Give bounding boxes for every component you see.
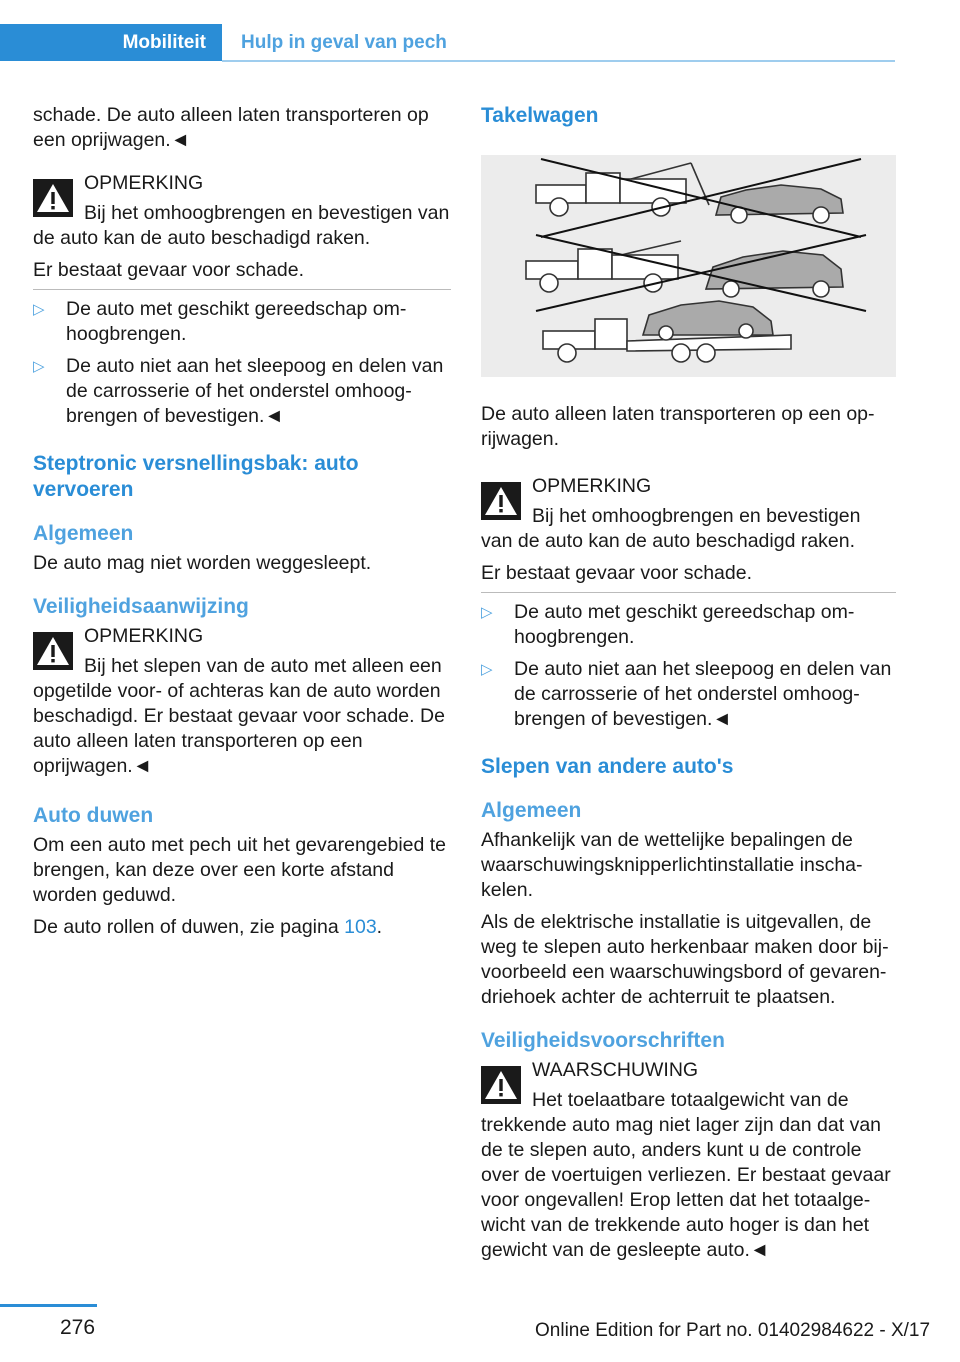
tab-hulp-in-geval-van-pech[interactable]: Hulp in geval van pech [241, 32, 447, 53]
page-link-103[interactable]: 103 [344, 916, 377, 938]
warning-triangle-icon [481, 482, 521, 520]
notice-body: Bij het omhoogbrengen en bevestigen van de auto kan de auto beschadigd raken. [481, 505, 861, 552]
bullet-triangle-icon: ▷ [481, 604, 493, 621]
danger-text: Er bestaat gevaar voor schade. [481, 562, 752, 584]
algemeen-paragraph-1: Afhankelijk van de wettelijke bepalingen de waarschuwingsknipperlichtinstallatie inschakelen. [481, 829, 863, 901]
list-item-text: De auto niet aan het sleepoog en delen van de carrosserie of het onderstel omhoogbrengen of bevestigen.◄ [514, 658, 892, 730]
notice-title: OPMERKING [84, 172, 204, 194]
notice-title: OPMERKING [532, 475, 652, 497]
list-item-text: De auto met geschikt gereedschap omhoogbrengen. [514, 601, 855, 648]
footer-accent-line [0, 1304, 97, 1307]
rollen-paragraph [33, 915, 451, 940]
subheading-algemeen: Algemeen [481, 799, 582, 822]
warning-block [481, 1058, 896, 1263]
notice-body: Bij het slepen van de auto met alleen een opgetilde voor- of achteras kan de auto worden beschadigd. Er bestaat gevaar voor schade. De auto alleen laten transporteren op een oprijwagen.◄ [33, 655, 445, 777]
left-column [33, 103, 451, 947]
tab-mobiliteit[interactable] [0, 24, 222, 61]
step-list [481, 600, 896, 732]
warning-title: WAARSCHUWING [532, 1059, 699, 1081]
algemeen-paragraph: De auto mag niet worden weggesleept. [33, 552, 372, 574]
notice-block [33, 171, 451, 251]
subheading-veiligheidsvoorschriften: Veiligheidsvoorschriften [481, 1029, 725, 1052]
tab-label: Mobiliteit [122, 32, 206, 53]
bullet-triangle-icon: ▷ [33, 358, 45, 375]
edition-text: Online Edition for Part no. 01402984622 - X/17 [535, 1320, 931, 1341]
warning-triangle-icon [33, 632, 73, 670]
list-item [481, 600, 896, 650]
warning-triangle-icon [33, 179, 73, 217]
list-item [481, 657, 896, 732]
bullet-triangle-icon: ▷ [481, 661, 493, 678]
subheading-auto-duwen: Auto duwen [33, 804, 154, 827]
notice-title: OPMERKING [84, 625, 204, 647]
notice-body: Bij het omhoogbrengen en bevestigen van de auto kan de auto beschadigd raken. [33, 202, 450, 249]
page-header [0, 24, 895, 62]
rollen-suffix: . [376, 916, 383, 938]
warning-triangle-icon [481, 1066, 521, 1104]
duwen-paragraph: Om een auto met pech uit het gevarengebied te brengen, kan deze over een korte afstand worden geduwd. [33, 834, 447, 906]
notice-block [481, 474, 896, 554]
list-item [33, 354, 451, 429]
tow-truck-illustration [481, 155, 896, 377]
algemeen-paragraph-2: Als de elektrische installatie is uitgevallen, de weg te slepen auto herkenbaar maken door bijvoorbeeld een waarschuwingsbord of gevarendriehoek achter de achterruit te plaatsen. [481, 911, 889, 1008]
page-number: 276 [60, 1316, 96, 1339]
subheading-veiligheidsaanwijzing: Veiligheidsaanwijzing [33, 595, 249, 618]
section-heading-steptronic: Steptronic versnellingsbak: auto vervoeren [33, 452, 359, 501]
right-column [481, 103, 896, 1270]
list-item-text: De auto niet aan het sleepoog en delen van de carrosserie of het onderstel omhoogbrengen of bevestigen.◄ [66, 355, 444, 427]
intro-paragraph: schade. De auto alleen laten transporteren op een oprijwagen.◄ [33, 104, 429, 151]
danger-text: Er bestaat gevaar voor schade. [33, 259, 304, 281]
bullet-triangle-icon: ▷ [33, 301, 45, 318]
takelwagen-paragraph: De auto alleen laten transporteren op een oprijwagen. [481, 403, 875, 450]
notice-block [33, 624, 451, 779]
separator [481, 592, 896, 593]
subheading-algemeen: Algemeen [33, 522, 134, 545]
list-item-text: De auto met geschikt gereedschap omhoogbrengen. [66, 298, 407, 345]
list-item [33, 297, 451, 347]
separator [33, 289, 451, 290]
header-divider [222, 60, 895, 62]
rollen-text: De auto rollen of duwen, zie pagina [33, 916, 345, 938]
section-heading-takelwagen: Takelwagen [481, 104, 599, 127]
section-heading-slepen: Slepen van andere auto's [481, 755, 734, 778]
step-list [33, 297, 451, 429]
warning-body: Het toelaatbare totaalgewicht van de trekkende auto mag niet lager zijn dan dat van de te slepen auto, anders kunt u de controle over de voertuigen verliezen. Er bestaat gevaar voor ongevallen! Erop letten dat het totaalgewicht van de trekkende auto hoger is dan het gewicht van de gesleepte auto.◄ [481, 1089, 891, 1261]
